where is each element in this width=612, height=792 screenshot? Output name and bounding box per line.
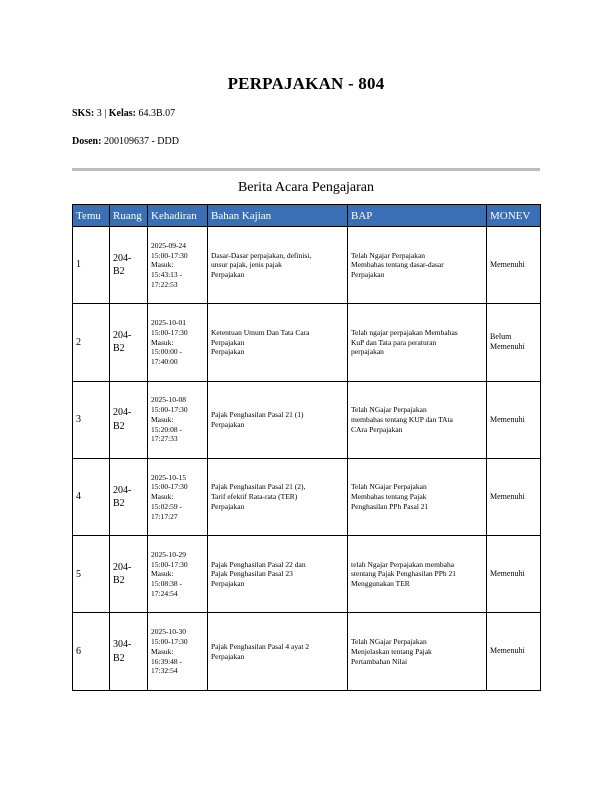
kelas-value: 64.3B.07 (138, 108, 176, 119)
cell-ruang (110, 227, 148, 304)
cell-kehadiran-line: 17:27:33 (151, 434, 178, 444)
cell-bahan-kajian-line: Ketentuan Umum Dan Tata Cara (211, 327, 310, 337)
cell-kehadiran (148, 613, 208, 690)
cell-bap (348, 613, 487, 690)
cell-kehadiran-line: Masuk: (151, 337, 174, 347)
cell-ruang-line: B2 (113, 420, 125, 432)
cell-ruang-line: B2 (113, 498, 125, 510)
table-row (73, 381, 541, 458)
cell-bahan-kajian-line: Perpajakan (211, 347, 245, 357)
cell-bap-line: Telah NGajar Perpajakan (351, 405, 427, 415)
cell-bap-line: Perpajakan (351, 270, 385, 280)
cell-temu (73, 613, 110, 690)
cell-bap-line: Membahas tentang Pajak (351, 492, 427, 502)
table-row (73, 304, 541, 381)
cell-monev-line: Memenuhi (490, 491, 525, 501)
cell-bap-line: perpajakan (351, 347, 384, 357)
cell-kehadiran-line: Masuk: (151, 569, 174, 579)
cell-bahan-kajian (208, 536, 348, 613)
cell-bap-line: Telah NGajar Perpajakan (351, 637, 427, 646)
cell-kehadiran-line: 2025-10-08 (151, 395, 186, 405)
cell-temu (73, 227, 110, 304)
table-row (73, 613, 541, 690)
cell-temu (73, 381, 110, 458)
cell-monev-line: Memenuhi (490, 342, 525, 352)
cell-bap-line: Menjelaskan tentang Pajak (351, 646, 432, 656)
cell-ruang-line: 204- (113, 252, 132, 264)
cell-bap (348, 227, 487, 304)
cell-bahan-kajian-line: Pajak Penghasilan Pasal 21 (2), (211, 482, 306, 492)
cell-bahan-kajian (208, 381, 348, 458)
cell-kehadiran-line: Masuk: (151, 492, 174, 502)
cell-temu-line: 4 (76, 491, 81, 503)
cell-bahan-kajian-line: Perpajakan (211, 419, 245, 429)
table-row (73, 458, 541, 535)
cell-bahan-kajian-line: Perpajakan (211, 337, 245, 347)
header-kehadiran: Kehadiran (148, 205, 208, 227)
cell-ruang (110, 381, 148, 458)
cell-ruang-line: B2 (113, 575, 125, 587)
cell-ruang-line: 204- (113, 484, 132, 496)
cell-kehadiran (148, 381, 208, 458)
cell-ruang-line: B2 (113, 652, 125, 664)
cell-temu-line: 1 (76, 259, 81, 271)
cell-ruang (110, 304, 148, 381)
cell-bap-line: CAra Perpajakan (351, 424, 403, 434)
section-title: Berita Acara Pengajaran (237, 180, 375, 195)
dosen-value: 200109637 - DDD (103, 136, 179, 147)
cell-monev (487, 227, 541, 304)
cell-kehadiran-line: Masuk: (151, 414, 174, 424)
cell-kehadiran-line: 17:24:54 (151, 588, 178, 598)
cell-ruang (110, 613, 148, 690)
header-temu: Temu (73, 205, 110, 227)
header-monev: MONEV (487, 205, 541, 227)
cell-monev-line: Memenuhi (490, 646, 525, 656)
cell-ruang-line: B2 (113, 343, 125, 355)
cell-bap-line: Pertambahan Nilai (351, 656, 408, 666)
cell-bahan-kajian-line: unsur pajak, jenis pajak (211, 260, 282, 270)
cell-monev-line: Memenuhi (490, 569, 525, 579)
cell-ruang-line: B2 (113, 266, 125, 278)
cell-bahan-kajian (208, 458, 348, 535)
cell-bap-line: Telah ngajar perpajakan Membahas (351, 327, 458, 337)
cell-bahan-kajian-line: Perpajakan (211, 579, 245, 589)
cell-kehadiran-line: 17:32:54 (151, 666, 178, 676)
table-header-row (73, 205, 541, 227)
cell-kehadiran (148, 227, 208, 304)
teaching-record-table (72, 204, 541, 691)
kelas-label: Kelas: (108, 108, 136, 119)
cell-monev-line: Memenuhi (490, 259, 525, 269)
cell-kehadiran (148, 536, 208, 613)
cell-bap-line: KuP dan Tata para peraturan (351, 337, 437, 347)
header-bahan-kajian: Bahan Kajian (208, 205, 348, 227)
cell-bahan-kajian-line: Pajak Penghasilan Pasal 22 dan (211, 559, 306, 569)
cell-kehadiran-line: 2025-10-15 (151, 472, 186, 482)
header-ruang: Ruang (110, 205, 148, 227)
cell-temu (73, 304, 110, 381)
cell-monev-line: Belum (490, 332, 512, 342)
cell-bahan-kajian (208, 613, 348, 690)
cell-bap-line: Penghasilan PPh Pasal 21 (351, 501, 429, 511)
cell-kehadiran-line: 15:02:59 - (151, 501, 183, 511)
cell-kehadiran-line: 17:40:00 (151, 357, 178, 367)
meta-separator: | (104, 108, 107, 119)
cell-kehadiran-line: 2025-10-29 (151, 549, 186, 559)
cell-monev (487, 381, 541, 458)
cell-kehadiran-line: 2025-09-24 (151, 240, 186, 250)
header-bap: BAP (348, 205, 487, 227)
cell-bap-line: Menggunakan TER (351, 579, 410, 589)
cell-bahan-kajian-line: Perpajakan (211, 270, 245, 280)
cell-kehadiran-line: 2025-10-01 (151, 318, 186, 328)
cell-kehadiran-line: 17:22:53 (151, 279, 178, 289)
cell-bahan-kajian (208, 227, 348, 304)
cell-bap (348, 536, 487, 613)
cell-bap-line: membahas tentang KUP dan TAta (351, 414, 453, 424)
cell-bap-line: Telah NGajar Perpajakan (351, 482, 427, 492)
cell-bap (348, 381, 487, 458)
cell-bahan-kajian (208, 304, 348, 381)
cell-bahan-kajian-line: Pajak Penghasilan Pasal 21 (1) (211, 409, 304, 419)
sks-label: SKS: (72, 108, 95, 119)
cell-monev (487, 458, 541, 535)
cell-bap-line: telah Ngajar Perpajakan membaha (351, 559, 455, 569)
cell-temu (73, 458, 110, 535)
cell-kehadiran-line: 15:20:08 - (151, 424, 183, 434)
cell-bahan-kajian-line: Pajak Penghasilan Pasal 23 (211, 569, 293, 579)
cell-kehadiran-line: 15:08:38 - (151, 579, 183, 589)
sks-value: 3 (96, 108, 102, 119)
cell-kehadiran-line: Masuk: (151, 260, 174, 270)
cell-kehadiran-line: 15:43:13 - (151, 270, 183, 280)
cell-kehadiran-line: 16:39:48 - (151, 656, 183, 666)
cell-temu (73, 536, 110, 613)
cell-kehadiran-line: 15:00-17:30 (151, 482, 188, 492)
cell-bahan-kajian-line: Dasar-Dasar perpajakan, definisi, (211, 250, 312, 260)
cell-ruang (110, 458, 148, 535)
cell-kehadiran-line: 15:00-17:30 (151, 637, 188, 646)
cell-bahan-kajian-line: Pajak Penghasilan Pasal 4 ayat 2 (211, 641, 310, 651)
cell-ruang-line: 304- (113, 639, 132, 651)
dosen-label: Dosen: (72, 136, 102, 147)
cell-bahan-kajian-line: Tarif efektif Rata-rata (TER) (211, 492, 298, 502)
course-meta (72, 108, 175, 119)
cell-monev-line: Memenuhi (490, 414, 525, 424)
cell-kehadiran-line: 15:00-17:30 (151, 327, 188, 337)
cell-kehadiran-line: 15:00:00 - (151, 347, 183, 357)
cell-kehadiran-line: 15:00-17:30 (151, 405, 188, 415)
cell-temu-line: 6 (76, 645, 81, 657)
cell-bahan-kajian-line: Perpajakan (211, 651, 245, 661)
cell-monev (487, 613, 541, 690)
cell-bap-line: stentang Pajak Penghasilan PPh 21 (351, 569, 456, 579)
cell-kehadiran-line: 17:17:27 (151, 511, 178, 521)
cell-kehadiran-line: 2025-10-30 (151, 627, 186, 637)
cell-kehadiran-line: Masuk: (151, 646, 174, 656)
page-title: PERPAJAKAN - 804 (227, 74, 385, 93)
cell-bap-line: Telah Ngajar Perpajakan (351, 250, 426, 260)
lecturer-meta (72, 136, 179, 147)
cell-ruang-line: 204- (113, 407, 132, 419)
table-row (73, 536, 541, 613)
cell-bap-line: Membahas tentang dasar-dasar (351, 260, 444, 270)
cell-temu-line: 3 (76, 413, 81, 425)
cell-temu-line: 2 (76, 336, 81, 348)
cell-temu-line: 5 (76, 568, 81, 580)
cell-ruang-line: 204- (113, 329, 132, 341)
table-row (73, 227, 541, 304)
cell-bahan-kajian-line: Perpajakan (211, 501, 245, 511)
cell-kehadiran (148, 304, 208, 381)
cell-kehadiran (148, 458, 208, 535)
cell-monev (487, 536, 541, 613)
cell-monev (487, 304, 541, 381)
divider (72, 168, 540, 171)
cell-bap (348, 304, 487, 381)
cell-kehadiran-line: 15:00-17:30 (151, 250, 188, 260)
cell-ruang-line: 204- (113, 561, 132, 573)
cell-bap (348, 458, 487, 535)
cell-ruang (110, 536, 148, 613)
cell-kehadiran-line: 15:00-17:30 (151, 559, 188, 569)
